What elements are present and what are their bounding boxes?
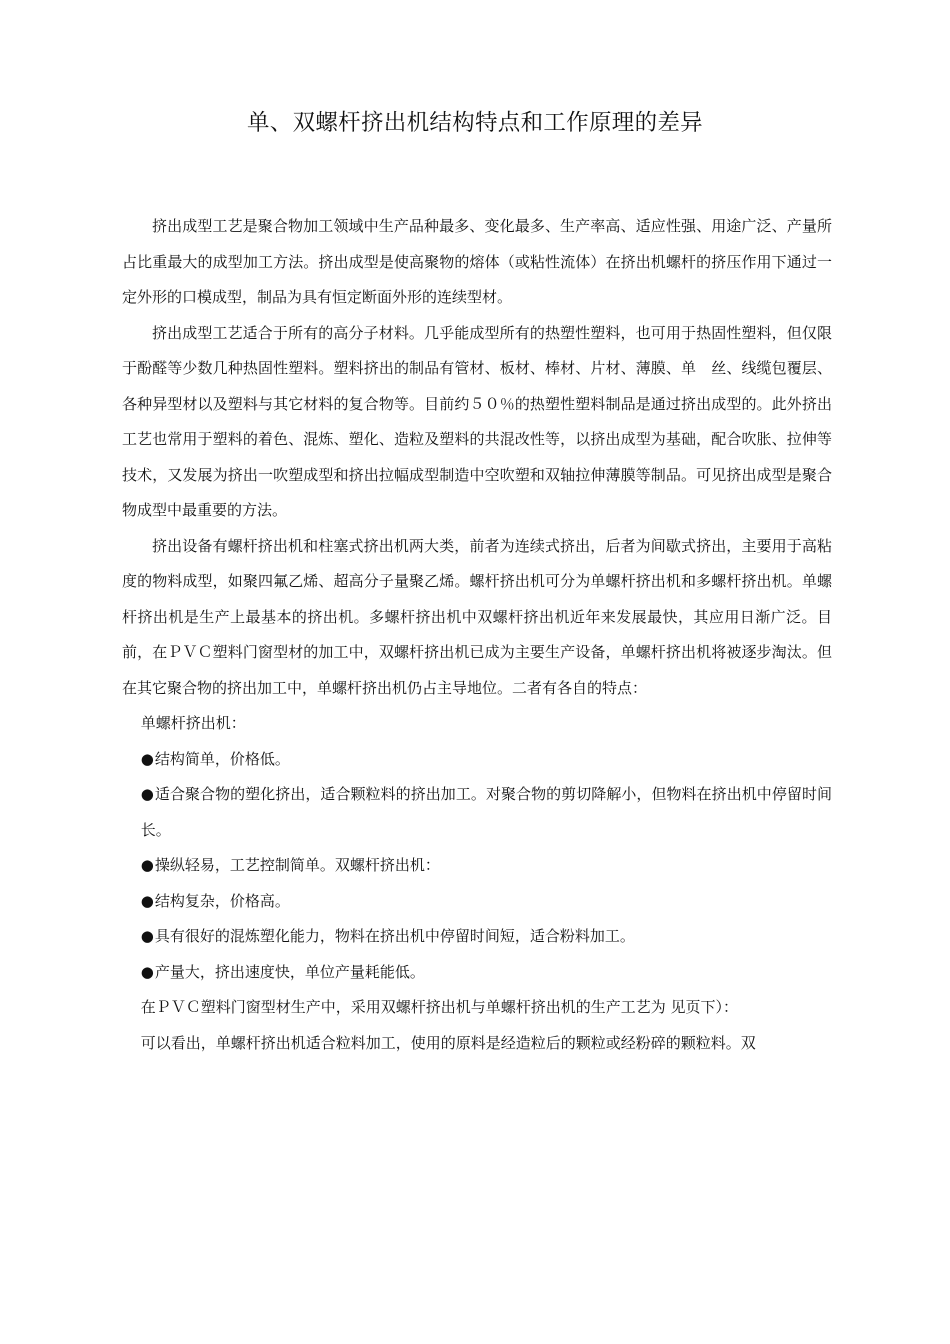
bullet-item	[122, 955, 832, 991]
document-body	[122, 209, 832, 1061]
single-screw-heading: 单螺杆挤出机：	[140, 714, 246, 732]
bullet-text: 操纵轻易，工艺控制简单。双螺杆挤出机：	[154, 856, 440, 874]
bullet-item	[122, 884, 832, 920]
bullet-icon: ●	[140, 856, 154, 874]
bullet-icon: ●	[140, 749, 154, 768]
bullet-item	[122, 848, 832, 884]
bullet-icon: ●	[140, 891, 154, 910]
bullet-icon: ●	[140, 785, 154, 803]
bullet-text: 适合聚合物的塑化挤出，适合颗粒料的挤出加工。对聚合物的剪切降解小，但物料在挤出机中停留时间长。	[140, 785, 832, 839]
bullet-icon: ●	[140, 927, 154, 945]
bullet-item	[122, 742, 832, 778]
pvc-process-line: 在ＰＶＣ塑料门窗型材生产中，采用双螺杆挤出机与单螺杆挤出机的生产工艺为 见页下）：	[140, 998, 739, 1016]
bullet-text: 具有很好的混炼塑化能力，物料在挤出机中停留时间短，适合粉料加工。	[154, 927, 635, 945]
paragraph-intro: 挤出成型工艺是聚合物加工领域中生产品种最多、变化最多、生产率高、适应性强、用途广泛、产量所占比重最大的成型加工方法。挤出成型是使高聚物的熔体（或粘性流体）在挤出机螺杆的挤压作用下通过一定外形的口模成型，制品为具有恒定断面外形的连续型材。	[122, 217, 832, 306]
bullet-item	[122, 919, 832, 955]
paragraph-materials: 挤出成型工艺适合于所有的高分子材料。几乎能成型所有的热塑性塑料，也可用于热固性塑料，但仅限于酚醛等少数几种热固性塑料。塑料挤出的制品有管材、板材、棒材、片材、薄膜、单 丝、线缆包覆层、各种异型材以及塑料与其它材料的复合物等。目前约５０％的热塑性塑料制品是通过挤出成型的。此外挤出工艺也常用于塑料的着色、混炼、塑化、造粒及塑料的共混改性等，以挤出成型为基础，配合吹胀、拉伸等技术，又发展为挤出一吹塑成型和挤出拉幅成型制造中空吹塑和双轴拉伸薄膜等制品。可见挤出成型是聚合物成型中最重要的方法。	[122, 323, 832, 519]
conclusion-line: 可以看出，单螺杆挤出机适合粒料加工，使用的原料是经造粒后的颗粒或经粉碎的颗粒料。双	[140, 1033, 756, 1052]
bullet-icon: ●	[140, 962, 154, 981]
bullet-text: 产量大，挤出速度快，单位产量耗能低。	[154, 962, 425, 981]
document-title: 单、双螺杆挤出机结构特点和工作原理的差异	[246, 110, 703, 136]
bullet-text: 结构简单，价格低。	[154, 749, 290, 768]
paragraph-equipment: 挤出设备有螺杆挤出机和柱塞式挤出机两大类，前者为连续式挤出，后者为间歇式挤出，主要用于高粘度的物料成型，如聚四氟乙烯、超高分子量聚乙烯。螺杆挤出机可分为单螺杆挤出机和多螺杆挤出机。单螺杆挤出机是生产上最基本的挤出机。多螺杆挤出机中双螺杆挤出机近年来发展最快，其应用日渐广泛。目前，在ＰＶＣ塑料门窗型材的加工中，双螺杆挤出机已成为主要生产设备，单螺杆挤出机将被逐步淘汰。但在其它聚合物的挤出加工中，单螺杆挤出机仍占主导地位。二者有各自的特点：	[122, 536, 832, 697]
bullet-text: 结构复杂，价格高。	[154, 891, 290, 910]
bullet-item	[122, 777, 832, 848]
